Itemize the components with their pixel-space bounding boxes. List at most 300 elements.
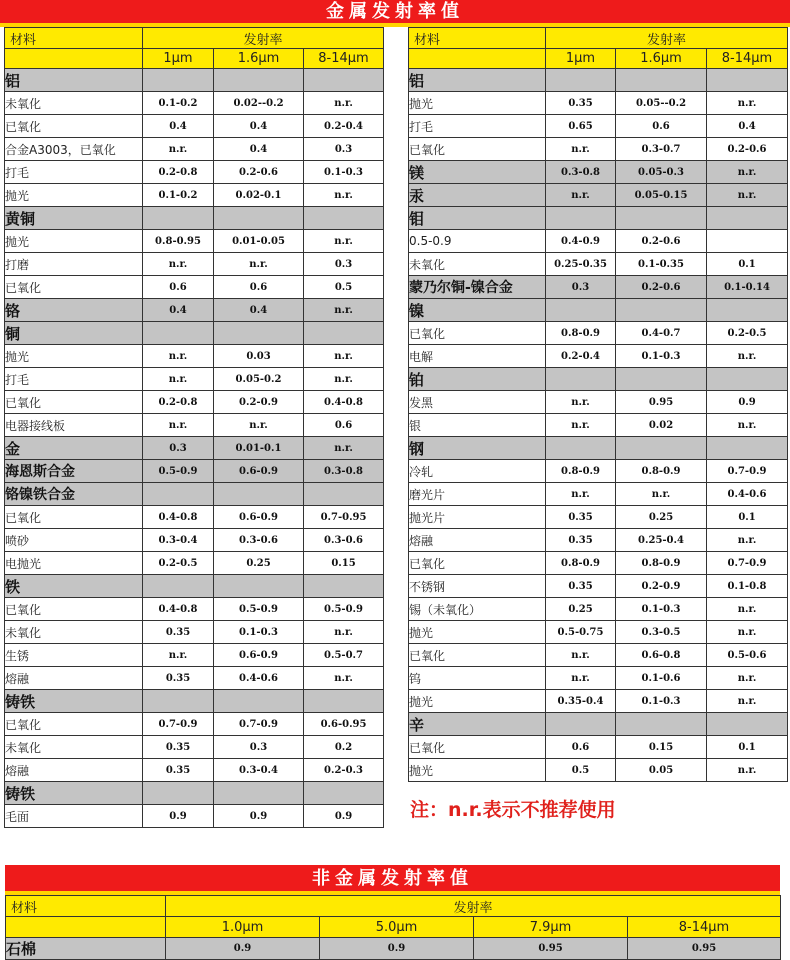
material-row	[5, 253, 384, 276]
emissivity-value: 0.3	[546, 276, 616, 299]
material-row	[409, 529, 788, 552]
emissivity-value: 0.9	[214, 805, 304, 828]
material-row	[5, 736, 384, 759]
empty-cell	[304, 690, 384, 713]
emissivity-value: n.r.	[546, 184, 616, 207]
emissivity-value: 0.4-0.8	[143, 598, 214, 621]
material-category: 辛	[409, 713, 546, 736]
left-wavelength-row	[5, 49, 384, 69]
material-subtype: 已氧化	[5, 391, 143, 414]
material-row	[5, 552, 384, 575]
material-row	[5, 713, 384, 736]
material-subtype: 毛面	[5, 805, 143, 828]
category-row	[409, 69, 788, 92]
emissivity-value: n.r.	[707, 690, 788, 713]
empty-cell	[707, 368, 788, 391]
emissivity-value: 0.5-0.6	[707, 644, 788, 667]
material-row	[5, 621, 384, 644]
emissivity-value: 0.6	[616, 115, 707, 138]
material-subtype: 生锈	[5, 644, 143, 667]
emissivity-value: 0.6	[214, 276, 304, 299]
material-subtype: 未氧化	[409, 253, 546, 276]
material-row	[5, 161, 384, 184]
emissivity-value: 0.25-0.4	[616, 529, 707, 552]
emissivity-value: 0.95	[616, 391, 707, 414]
empty-cell	[304, 782, 384, 805]
material-row	[409, 322, 788, 345]
emissivity-value: n.r.	[546, 483, 616, 506]
material-subtype: 钨	[409, 667, 546, 690]
empty-cell	[616, 713, 707, 736]
emissivity-value: 0.5-0.9	[304, 598, 384, 621]
emissivity-value: 0.1-0.14	[707, 276, 788, 299]
empty-cell	[707, 207, 788, 230]
material-subtype: 抛光片	[409, 506, 546, 529]
emissivity-value: 0.6	[143, 276, 214, 299]
empty-cell	[214, 575, 304, 598]
wavelength-header: 1.6μm	[214, 49, 304, 69]
emissivity-value: 0.3	[143, 437, 214, 460]
material-row	[409, 759, 788, 782]
empty-cell	[143, 575, 214, 598]
emissivity-value: 0.6-0.9	[214, 460, 304, 483]
emissivity-value: n.r.	[143, 345, 214, 368]
emissivity-value: 0.1-0.6	[616, 667, 707, 690]
emissivity-value: 0.2-0.5	[143, 552, 214, 575]
emissivity-value: n.r.	[707, 92, 788, 115]
category-row	[409, 713, 788, 736]
emissivity-value: 0.6	[546, 736, 616, 759]
category-row	[409, 368, 788, 391]
emissivity-value: 0.7-0.95	[304, 506, 384, 529]
material-subtype: 0.5-0.9	[409, 230, 546, 253]
material-category: 石棉	[6, 938, 166, 960]
emissivity-value: 0.3-0.4	[143, 529, 214, 552]
empty-cell	[214, 782, 304, 805]
empty-cell	[214, 69, 304, 92]
emissivity-header: 发射率	[143, 28, 384, 49]
material-subtype: 未氧化	[5, 92, 143, 115]
emissivity-value: 0.35	[143, 667, 214, 690]
emissivity-value: n.r.	[214, 253, 304, 276]
nonmetal-wavelength-row	[6, 917, 781, 938]
emissivity-value: 0.95	[474, 938, 628, 960]
material-row	[409, 115, 788, 138]
emissivity-value: 0.05-0.3	[616, 161, 707, 184]
emissivity-value: n.r.	[707, 667, 788, 690]
empty-cell	[546, 207, 616, 230]
emissivity-value: 0.35	[546, 529, 616, 552]
material-row	[409, 598, 788, 621]
emissivity-value: 0.2-0.4	[546, 345, 616, 368]
material-category: 铝	[5, 69, 143, 92]
emissivity-value: n.r.	[546, 391, 616, 414]
material-subtype: 电抛光	[5, 552, 143, 575]
emissivity-value: 0.5	[546, 759, 616, 782]
emissivity-value: 0.9	[320, 938, 474, 960]
emissivity-value: 0.3-0.6	[304, 529, 384, 552]
emissivity-value: 0.15	[616, 736, 707, 759]
material-row	[5, 644, 384, 667]
emissivity-value: 0.2-0.6	[616, 276, 707, 299]
material-row	[5, 391, 384, 414]
material-row	[5, 529, 384, 552]
right-wavelength-row	[409, 49, 788, 69]
emissivity-value: 0.1-0.3	[616, 598, 707, 621]
emissivity-value: 0.8-0.9	[616, 460, 707, 483]
material-subtype: 磨光片	[409, 483, 546, 506]
emissivity-value: n.r.	[546, 138, 616, 161]
emissivity-value: 0.15	[304, 552, 384, 575]
emissivity-value: 0.9	[304, 805, 384, 828]
category-row	[5, 207, 384, 230]
material-category: 铸铁	[5, 690, 143, 713]
emissivity-value: 0.2-0.9	[616, 575, 707, 598]
emissivity-value: n.r.	[546, 644, 616, 667]
nonmetal-emissivity-banner: 非金属发射率值	[5, 865, 780, 895]
emissivity-value: 0.4	[707, 115, 788, 138]
category-row	[409, 299, 788, 322]
emissivity-value: 0.5	[304, 276, 384, 299]
material-subtype: 熔融	[5, 667, 143, 690]
emissivity-value: 0.1-0.2	[143, 184, 214, 207]
material-category: 钢	[409, 437, 546, 460]
material-subtype: 已氧化	[5, 276, 143, 299]
emissivity-value: 0.3-0.8	[304, 460, 384, 483]
right-header-row	[409, 28, 788, 49]
material-subtype: 打毛	[409, 115, 546, 138]
emissivity-value: 0.3	[304, 138, 384, 161]
emissivity-value: 0.4	[143, 299, 214, 322]
empty-cell	[546, 713, 616, 736]
material-header: 材料	[5, 28, 143, 49]
material-row	[5, 184, 384, 207]
emissivity-value: 0.9	[707, 391, 788, 414]
category-row	[6, 938, 781, 960]
emissivity-value: 0.25	[616, 506, 707, 529]
wavelength-header: 8-14μm	[304, 49, 384, 69]
emissivity-value: 0.02--0.2	[214, 92, 304, 115]
emissivity-value: 0.6-0.9	[214, 644, 304, 667]
material-row	[5, 138, 384, 161]
wavelength-header: 8-14μm	[628, 917, 781, 938]
left-header-row	[5, 28, 384, 49]
blank-header-cell	[409, 49, 546, 69]
empty-cell	[546, 368, 616, 391]
emissivity-value: n.r.	[707, 161, 788, 184]
emissivity-value: 0.4	[214, 138, 304, 161]
empty-cell	[616, 437, 707, 460]
material-subtype: 不锈钢	[409, 575, 546, 598]
material-subtype: 电解	[409, 345, 546, 368]
emissivity-value: 0.5-0.75	[546, 621, 616, 644]
material-row	[5, 759, 384, 782]
material-subtype: 抛光	[409, 690, 546, 713]
material-row	[409, 506, 788, 529]
material-category: 镁	[409, 161, 546, 184]
emissivity-value: 0.3-0.7	[616, 138, 707, 161]
material-subtype: 锡（未氧化）	[409, 598, 546, 621]
emissivity-value: 0.5-0.7	[304, 644, 384, 667]
emissivity-value: n.r.	[707, 414, 788, 437]
empty-cell	[707, 69, 788, 92]
wavelength-header: 8-14μm	[707, 49, 788, 69]
category-row	[409, 437, 788, 460]
nr-note: 注：n.r.表示不推荐使用	[410, 799, 616, 821]
material-row	[5, 667, 384, 690]
material-row	[5, 506, 384, 529]
emissivity-value: 0.25	[214, 552, 304, 575]
emissivity-value: 0.6-0.9	[214, 506, 304, 529]
emissivity-value: 0.4-0.9	[546, 230, 616, 253]
emissivity-value: 0.9	[143, 805, 214, 828]
material-subtype: 已氧化	[5, 713, 143, 736]
emissivity-value: 0.4-0.8	[143, 506, 214, 529]
material-row	[5, 276, 384, 299]
material-header: 材料	[409, 28, 546, 49]
empty-cell	[214, 322, 304, 345]
emissivity-value: 0.1	[707, 736, 788, 759]
material-row	[409, 667, 788, 690]
emissivity-value: 0.8-0.9	[546, 552, 616, 575]
emissivity-value: 0.6-0.8	[616, 644, 707, 667]
empty-cell	[546, 299, 616, 322]
empty-cell	[707, 713, 788, 736]
empty-cell	[143, 483, 214, 506]
material-subtype: 已氧化	[409, 138, 546, 161]
empty-cell	[304, 322, 384, 345]
emissivity-value: 0.35	[546, 506, 616, 529]
material-category: 镍	[409, 299, 546, 322]
emissivity-value: n.r.	[304, 299, 384, 322]
wavelength-header: 1μm	[143, 49, 214, 69]
material-subtype: 打毛	[5, 161, 143, 184]
emissivity-value: 0.8-0.9	[546, 322, 616, 345]
empty-cell	[214, 207, 304, 230]
emissivity-value: 0.2-0.8	[143, 161, 214, 184]
emissivity-value: n.r.	[143, 253, 214, 276]
emissivity-value: 0.4	[143, 115, 214, 138]
emissivity-value: 0.1-0.8	[707, 575, 788, 598]
empty-cell	[616, 69, 707, 92]
emissivity-value: 0.1-0.3	[616, 345, 707, 368]
emissivity-value: 0.2-0.3	[304, 759, 384, 782]
empty-cell	[546, 69, 616, 92]
empty-cell	[214, 690, 304, 713]
emissivity-value: 0.7-0.9	[707, 460, 788, 483]
emissivity-header: 发射率	[546, 28, 788, 49]
emissivity-value: 0.35	[546, 575, 616, 598]
empty-cell	[143, 690, 214, 713]
material-subtype: 合金A3003，已氧化	[5, 138, 143, 161]
emissivity-value: 0.3-0.4	[214, 759, 304, 782]
material-subtype: 抛光	[409, 621, 546, 644]
material-row	[409, 138, 788, 161]
material-row	[409, 414, 788, 437]
material-subtype: 电器接线板	[5, 414, 143, 437]
emissivity-header: 发射率	[166, 896, 781, 917]
material-category: 海恩斯合金	[5, 460, 143, 483]
emissivity-value: 0.35-0.4	[546, 690, 616, 713]
emissivity-value: 0.8-0.95	[143, 230, 214, 253]
empty-cell	[214, 483, 304, 506]
empty-cell	[143, 69, 214, 92]
nonmetal-header-row	[6, 896, 781, 917]
material-subtype: 打毛	[5, 368, 143, 391]
material-subtype: 银	[409, 414, 546, 437]
emissivity-value: n.r.	[546, 667, 616, 690]
material-row	[409, 644, 788, 667]
material-subtype: 熔融	[5, 759, 143, 782]
material-row	[5, 368, 384, 391]
category-row	[5, 322, 384, 345]
empty-cell	[304, 69, 384, 92]
category-row	[409, 207, 788, 230]
empty-cell	[304, 575, 384, 598]
emissivity-value: 0.1-0.35	[616, 253, 707, 276]
emissivity-value: 0.7-0.9	[214, 713, 304, 736]
emissivity-value: 0.1-0.3	[214, 621, 304, 644]
material-row	[5, 805, 384, 828]
emissivity-value: 0.1	[707, 506, 788, 529]
material-row	[409, 345, 788, 368]
nonmetal-emissivity-table	[5, 895, 781, 960]
emissivity-value: 0.35	[143, 736, 214, 759]
emissivity-value: n.r.	[616, 483, 707, 506]
material-row	[409, 690, 788, 713]
empty-cell	[616, 368, 707, 391]
empty-cell	[707, 437, 788, 460]
emissivity-value: n.r.	[707, 621, 788, 644]
material-row	[409, 253, 788, 276]
metal-emissivity-banner: 金属发射率值	[0, 0, 790, 27]
material-category: 铸铁	[5, 782, 143, 805]
emissivity-value: n.r.	[304, 230, 384, 253]
emissivity-value: n.r.	[707, 345, 788, 368]
material-subtype: 未氧化	[5, 621, 143, 644]
emissivity-value: n.r.	[143, 138, 214, 161]
category-row	[5, 299, 384, 322]
material-category: 汞	[409, 184, 546, 207]
emissivity-value: 0.35	[143, 621, 214, 644]
emissivity-value: 0.7-0.9	[707, 552, 788, 575]
emissivity-value: 0.9	[166, 938, 320, 960]
material-category: 铂	[409, 368, 546, 391]
emissivity-value: 0.3-0.6	[214, 529, 304, 552]
wavelength-header: 5.0μm	[320, 917, 474, 938]
material-subtype: 未氧化	[5, 736, 143, 759]
metal-left-body	[5, 28, 384, 828]
emissivity-value: 0.6	[304, 414, 384, 437]
material-subtype: 已氧化	[409, 322, 546, 345]
metal-emissivity-table-right	[408, 27, 788, 782]
category-row	[409, 161, 788, 184]
emissivity-value: 0.3	[214, 736, 304, 759]
emissivity-value: n.r.	[304, 345, 384, 368]
emissivity-value: n.r.	[707, 184, 788, 207]
nonmetal-body	[6, 896, 781, 960]
emissivity-value: 0.4-0.7	[616, 322, 707, 345]
material-row	[409, 621, 788, 644]
emissivity-value: 0.02-0.1	[214, 184, 304, 207]
material-subtype: 已氧化	[5, 115, 143, 138]
wavelength-header: 7.9μm	[474, 917, 628, 938]
material-row	[409, 736, 788, 759]
material-subtype: 发黑	[409, 391, 546, 414]
empty-cell	[143, 782, 214, 805]
material-category: 蒙乃尔铜-镍合金	[409, 276, 546, 299]
material-category: 钼	[409, 207, 546, 230]
material-category: 铬镍铁合金	[5, 483, 143, 506]
material-subtype: 喷砂	[5, 529, 143, 552]
empty-cell	[616, 299, 707, 322]
empty-cell	[616, 207, 707, 230]
metal-emissivity-table-left	[4, 27, 384, 828]
material-subtype: 已氧化	[409, 644, 546, 667]
material-row	[409, 92, 788, 115]
emissivity-value: 0.2	[304, 736, 384, 759]
emissivity-value: n.r.	[304, 437, 384, 460]
material-row	[5, 115, 384, 138]
material-category: 金	[5, 437, 143, 460]
material-subtype: 熔融	[409, 529, 546, 552]
emissivity-value: 0.4-0.8	[304, 391, 384, 414]
emissivity-value: 0.2-0.6	[707, 138, 788, 161]
emissivity-value: 0.3-0.8	[546, 161, 616, 184]
material-subtype: 抛光	[5, 230, 143, 253]
material-subtype: 冷轧	[409, 460, 546, 483]
material-row	[409, 460, 788, 483]
material-subtype: 抛光	[409, 92, 546, 115]
wavelength-header: 1μm	[546, 49, 616, 69]
category-row	[409, 276, 788, 299]
emissivity-value: 0.1	[707, 253, 788, 276]
emissivity-value: 0.2-0.6	[616, 230, 707, 253]
emissivity-value: 0.5-0.9	[214, 598, 304, 621]
category-row	[5, 575, 384, 598]
material-category: 铬	[5, 299, 143, 322]
wavelength-header: 1.6μm	[616, 49, 707, 69]
emissivity-value: n.r.	[707, 598, 788, 621]
emissivity-value	[707, 230, 788, 253]
material-row	[5, 414, 384, 437]
material-row	[5, 230, 384, 253]
blank-header-cell	[6, 917, 166, 938]
emissivity-value: n.r.	[214, 414, 304, 437]
emissivity-value: 0.95	[628, 938, 781, 960]
material-row	[5, 598, 384, 621]
emissivity-value: n.r.	[143, 414, 214, 437]
emissivity-value: 0.25-0.35	[546, 253, 616, 276]
category-row	[5, 782, 384, 805]
emissivity-value: 0.05--0.2	[616, 92, 707, 115]
material-header: 材料	[6, 896, 166, 917]
empty-cell	[707, 299, 788, 322]
emissivity-value: 0.01-0.1	[214, 437, 304, 460]
emissivity-value: 0.2-0.4	[304, 115, 384, 138]
material-row	[409, 552, 788, 575]
emissivity-value: 0.3-0.5	[616, 621, 707, 644]
empty-cell	[143, 207, 214, 230]
emissivity-value: 0.25	[546, 598, 616, 621]
emissivity-value: 0.65	[546, 115, 616, 138]
material-row	[5, 92, 384, 115]
emissivity-value: n.r.	[304, 184, 384, 207]
emissivity-value: 0.6-0.95	[304, 713, 384, 736]
material-subtype: 打磨	[5, 253, 143, 276]
emissivity-value: n.r.	[304, 92, 384, 115]
emissivity-value: 0.1-0.3	[616, 690, 707, 713]
